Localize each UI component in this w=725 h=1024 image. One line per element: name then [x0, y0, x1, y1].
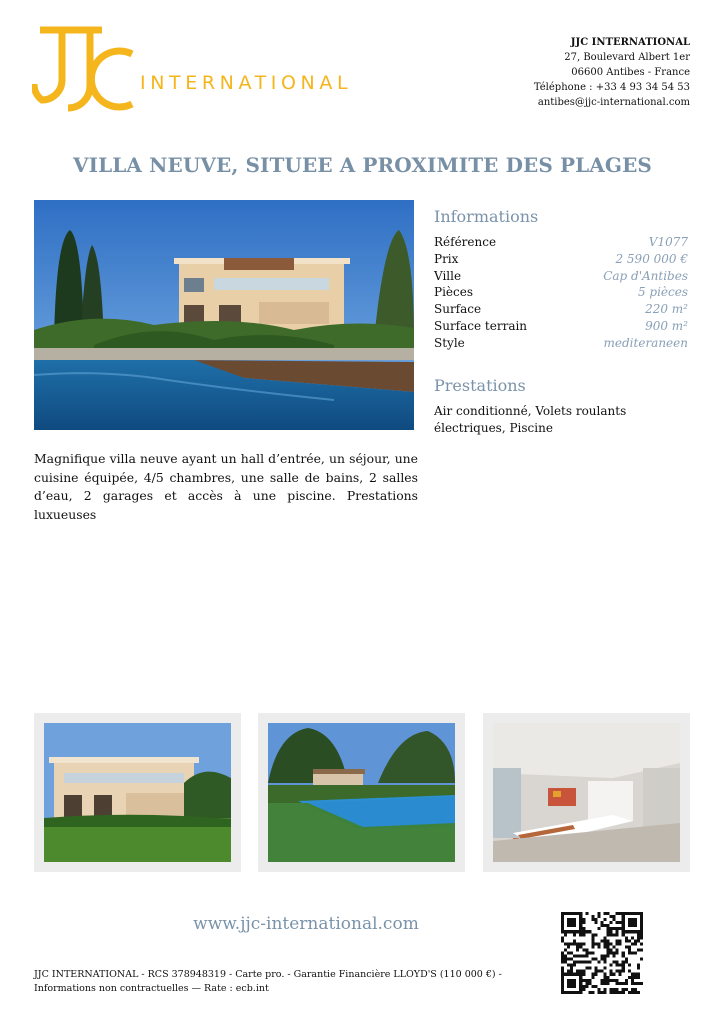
info-label: Surface [434, 302, 482, 317]
info-label: Surface terrain [434, 318, 528, 333]
jjc-monogram-icon [32, 24, 142, 118]
agency-contact [534, 35, 690, 110]
info-row-surface [434, 301, 688, 318]
info-value: mediteraneen [603, 335, 688, 350]
listing-title: VILLA NEUVE, SITUEE A PROXIMITE DES PLAGES [73, 153, 652, 177]
info-label: Prix [434, 251, 459, 266]
info-label: Référence [434, 235, 497, 249]
info-row-pieces [434, 284, 688, 301]
villa-garden-photo [44, 723, 231, 862]
kitchen-interior-photo [493, 723, 680, 862]
info-row-ville [434, 268, 688, 285]
pool-garden-photo [268, 723, 455, 862]
prestations-heading: Prestations [434, 376, 526, 395]
info-value: 900 m² [645, 318, 688, 333]
informations-heading: Informations [434, 207, 539, 226]
thumbnail-villa-garden[interactable] [34, 713, 241, 872]
info-row-surface-terrain [434, 318, 688, 335]
thumbnail-pool[interactable] [258, 713, 465, 872]
thumbnail-kitchen[interactable] [483, 713, 690, 872]
informations-table [434, 234, 688, 352]
info-row-style [434, 335, 688, 352]
info-value: 2 590 000 € [615, 251, 688, 266]
info-value: 220 m² [645, 302, 688, 317]
logo-wordmark: INTERNATIONAL [140, 72, 353, 94]
agency-address-line1: 27, Boulevard Albert 1er [564, 52, 690, 63]
info-value: 5 pièces [637, 285, 688, 300]
prestations-text: Air conditionné, Volets roulants électriques, Piscine [434, 404, 627, 435]
info-label: Style [434, 335, 465, 350]
qr-code[interactable] [558, 909, 646, 997]
legal-notice [34, 968, 534, 996]
main-photo[interactable] [34, 200, 414, 430]
info-row-reference [434, 234, 688, 251]
agency-phone[interactable]: Téléphone : +33 4 93 34 54 53 [533, 82, 690, 93]
info-value: Cap d'Antibes [603, 268, 688, 283]
info-value: V1077 [648, 235, 688, 249]
info-label: Pièces [434, 285, 473, 300]
info-label: Ville [434, 268, 462, 283]
listing-description: Magnifique villa neuve ayant un hall d’entrée, un séjour, une cuisine équipée, 4/5 chambres, une salle de bains, 2 salles d’eau, 2 garages et accès à une piscine. Prestations luxueuses [34, 451, 418, 522]
qr-code-icon [558, 909, 646, 997]
agency-logo [32, 24, 353, 118]
agency-name: JJC INTERNATIONAL [570, 37, 690, 48]
agency-email[interactable]: antibes@jjc-international.com [537, 97, 690, 108]
info-row-prix [434, 251, 688, 268]
villa-pool-photo [34, 200, 414, 430]
website-link[interactable]: www.jjc-international.com [193, 914, 419, 934]
legal-line-1: JJC INTERNATIONAL - RCS 378948319 - Carte pro. - Garantie Financière LLOYD'S (110 000 €) - [34, 969, 502, 980]
legal-line-2: Informations non contractuelles — Rate : ecb.int [34, 983, 269, 994]
agency-address-line2: 06600 Antibes - France [571, 67, 690, 78]
